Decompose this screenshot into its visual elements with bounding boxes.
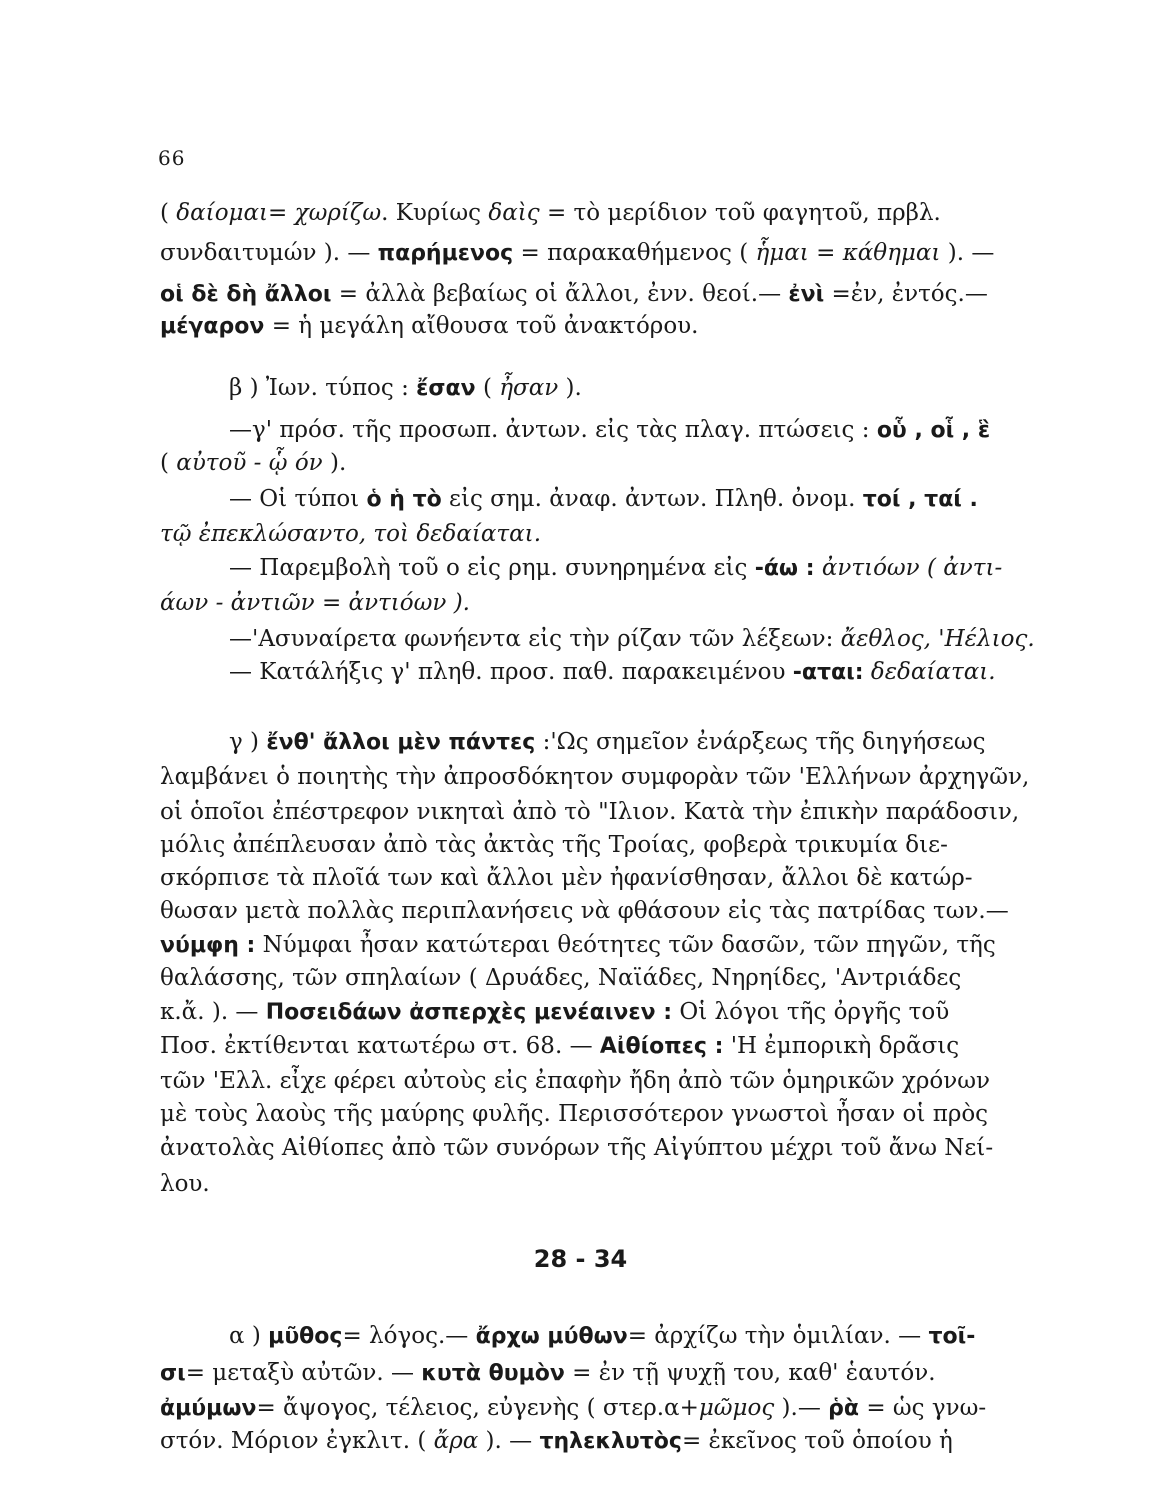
- text-line: [160, 1357, 1120, 1390]
- line-text: = τὸ μερίδιον τοῦ φαγητοῦ, πρβλ.: [539, 200, 941, 226]
- line-text: ἀνατολὰς Αἰθίοπες ἀπὸ τῶν συνόρων τῆς Αἰγύπτου μέχρι τοῦ ἄνω Νεί-: [160, 1135, 994, 1161]
- line-text: =ἐν, ἐντός.—: [824, 281, 988, 307]
- italic-text: ἄεθλος, 'Ηέλιος.: [840, 626, 1035, 652]
- italic-text: δαίομαι: [176, 200, 269, 226]
- bold-term: ἀμύμων: [160, 1396, 257, 1421]
- line-text: θωσαν μετὰ πολλὰς περιπλανήσεις νὰ φθάσουν εἰς τὰς πατρίδας των.—: [160, 898, 1009, 924]
- bold-term: μέγαρον: [160, 314, 265, 339]
- bold-term: οὗ , οἷ , ἓ: [876, 418, 991, 443]
- line-text: τῶν 'Ελλ. εἶχε φέρει αὐτοὺς εἰς ἐπαφὴν ἤδη ἀπὸ τῶν ὁμηρικῶν χρόνων: [160, 1068, 990, 1094]
- line-text: . Κυρίως: [381, 200, 489, 226]
- line-text: =: [268, 200, 295, 226]
- line-text: λαμβάνει ὁ ποιητὴς τὴν ἀπροσδόκητον συμφορὰν τῶν 'Ελλήνων ἀρχηγῶν,: [160, 764, 1030, 790]
- text-line: [160, 1425, 1120, 1458]
- line-text: ).—: [774, 1395, 829, 1421]
- line-text: = μεταξὺ αὐτῶν. —: [185, 1360, 422, 1386]
- text-line: [160, 761, 1120, 793]
- line-text: λου.: [160, 1171, 210, 1197]
- text-line: [160, 372, 1120, 405]
- text-line: [160, 1320, 1120, 1353]
- line-text: 'Η ἐμπορικὴ δρᾶσις: [723, 1033, 960, 1059]
- text-line: [160, 829, 1120, 861]
- italic-text: ἧμαι: [755, 240, 809, 266]
- text-line: [160, 726, 1120, 759]
- line-text: ). —: [940, 240, 995, 266]
- line-text: = ἀλλὰ βεβαίως οἱ ἄλλοι, ἐνν. θεοί.—: [331, 281, 789, 307]
- bold-term: ἄρχω μύθων: [475, 1324, 628, 1349]
- text-line: [160, 552, 1120, 585]
- text-line: [160, 1030, 1120, 1063]
- text-line: [160, 1065, 1120, 1097]
- text-line: [160, 483, 1120, 516]
- line-text: = λόγος.—: [342, 1323, 476, 1349]
- bold-term: τοῖ-: [928, 1324, 976, 1349]
- line-text: = ἄψογος, τέλειος, εὐγενὴς ( στερ.α+: [256, 1395, 699, 1421]
- text-line: [160, 656, 1120, 689]
- bold-term: κυτὰ θυμὸν: [421, 1361, 565, 1386]
- line-text: ). —: [478, 1428, 540, 1454]
- italic-text: χωρίζω: [294, 200, 382, 226]
- line-text: [815, 555, 822, 581]
- text-line: [160, 518, 1120, 550]
- italic-text: δεδαίαται.: [870, 659, 996, 685]
- bold-term: νύμφη :: [160, 933, 256, 958]
- line-text: = ὡς γνω-: [859, 1395, 987, 1421]
- bold-term: σι: [160, 1361, 186, 1386]
- section-heading: 28 - 34: [533, 1245, 628, 1273]
- line-text: Ποσ. ἐκτίθενται κατωτέρω στ. 68. —: [160, 1033, 600, 1059]
- text-line: [160, 996, 1120, 1029]
- italic-text: ἄρα: [433, 1428, 479, 1454]
- line-text: γ ): [160, 729, 267, 755]
- text-line: [160, 623, 1120, 655]
- line-text: —'Ασυναίρετα φωνήεντα εἰς τὴν ρίζαν τῶν λέξεων:: [160, 626, 841, 652]
- italic-text: άων - ἀντιῶν = ἀντιόων ).: [160, 590, 470, 616]
- bold-term: οἱ δὲ δὴ ἄλλοι: [160, 282, 332, 307]
- line-text: εἰς σημ. ἀναφ. ἀντων. Πληθ. ὀνομ.: [441, 486, 863, 512]
- bold-term: ἔνθ' ἄλλοι μὲν πάντες: [266, 730, 536, 755]
- text-line: [160, 587, 1120, 619]
- line-text: [864, 659, 871, 685]
- italic-text: δαὶς: [488, 200, 540, 226]
- text-line: [160, 962, 1120, 994]
- line-text: = ἐν τῇ ψυχῇ του, καθ' ἑαυτόν.: [564, 1360, 936, 1386]
- text-line: [160, 1168, 1120, 1200]
- italic-text: κάθημαι: [842, 240, 941, 266]
- text-line: [160, 796, 1120, 828]
- line-text: α ): [160, 1323, 269, 1349]
- text-line: [160, 1392, 1120, 1425]
- text-line: [160, 1098, 1120, 1130]
- line-text: β ) Ἰων. τύπος :: [160, 375, 417, 401]
- bold-term: -αται:: [792, 660, 864, 685]
- italic-text: αὐτοῦ - ᾧ όν: [176, 450, 323, 476]
- text-line: [160, 278, 1120, 311]
- line-text: =: [808, 240, 843, 266]
- line-text: ).: [558, 375, 582, 401]
- line-text: οἱ ὁποῖοι ἐπέστρεφον νικηταὶ ἀπὸ τὸ "Ιλιον. Κατὰ τὴν ἐπικὴν παράδοσιν,: [160, 799, 1020, 825]
- text-line: [160, 862, 1120, 894]
- bold-term: ὁ ἡ τὸ: [366, 487, 442, 512]
- line-text: μόλις ἀπέπλευσαν ἀπὸ τὰς ἀκτὰς τῆς Τροίας, φοβερὰ τρικυμία διε-: [160, 832, 948, 858]
- text-line: [160, 414, 1120, 447]
- bold-term: τοί , ταί .: [862, 487, 978, 512]
- line-text: —γ' πρόσ. τῆς προσωπ. ἀντων. εἰς τὰς πλαγ. πτώσεις :: [160, 417, 877, 443]
- line-text: Οἱ λόγοι τῆς ὀργῆς τοῦ: [672, 999, 950, 1025]
- bold-term: ἔσαν: [416, 376, 476, 401]
- line-text: — Παρεμβολὴ τοῦ ο εἰς ρημ. συνηρημένα εἰς: [160, 555, 755, 581]
- line-text: :'Ως σημεῖον ἐνάρξεως τῆς διηγήσεως: [535, 729, 986, 755]
- text-line: [160, 197, 1120, 229]
- line-text: = ἀρχίζω τὴν ὁμιλίαν. —: [627, 1323, 929, 1349]
- line-text: Νύμφαι ἦσαν κατώτεραι θεότητες τῶν δασῶν, τῶν πηγῶν, τῆς: [255, 932, 996, 958]
- bold-term: ἐνὶ: [788, 282, 825, 307]
- line-text: = παρακαθήμενος (: [513, 240, 756, 266]
- line-text: (: [160, 450, 177, 476]
- line-text: συνδαιτυμών ). —: [160, 240, 378, 266]
- line-text: (: [160, 200, 177, 226]
- italic-text: μῶμος: [698, 1395, 775, 1421]
- line-text: μὲ τοὺς λαοὺς τῆς μαύρης φυλῆς. Περισσότερον γνωστοὶ ἦσαν οἱ πρὸς: [160, 1101, 989, 1127]
- bold-term: -άω :: [754, 556, 815, 581]
- bold-term: τηλεκλυτὸς: [539, 1429, 682, 1454]
- line-text: — Κατάλήξις γ' πληθ. προσ. παθ. παρακειμένου: [160, 659, 793, 685]
- bold-term: Ποσειδάων ἀσπερχὲς μενέαινεν :: [265, 1000, 673, 1025]
- line-text: σκόρπισε τὰ πλοῖά των καὶ ἄλλοι μὲν ἠφανίσθησαν, ἄλλοι δὲ κατώρ-: [160, 865, 973, 891]
- line-text: ).: [322, 450, 347, 476]
- line-text: στόν. Μόριον ἐγκλιτ. (: [160, 1428, 434, 1454]
- bold-term: μῦθος: [268, 1324, 343, 1349]
- line-text: θαλάσσης, τῶν σπηλαίων ( Δρυάδες, Ναϊάδες, Νηρηίδες, 'Αντριάδες: [160, 965, 962, 991]
- bold-term: ῥὰ: [828, 1396, 860, 1421]
- line-text: (: [475, 375, 500, 401]
- text-line: [160, 895, 1120, 927]
- line-text: — Οἱ τύποι: [160, 486, 367, 512]
- text-line: [160, 447, 1120, 479]
- text-line: [160, 929, 1120, 962]
- italic-text: τῷ ἐπεκλώσαντο, τοὶ δεδαίαται.: [160, 521, 542, 547]
- page-number: 66: [158, 146, 186, 170]
- line-text: κ.ἄ. ). —: [160, 999, 266, 1025]
- italic-text: ἀντιόων ( ἀντι-: [821, 555, 1003, 581]
- text-line: [160, 237, 1120, 270]
- text-line: [160, 1132, 1120, 1164]
- line-text: = ἡ μεγάλη αἴθουσα τοῦ ἀνακτόρου.: [264, 313, 699, 339]
- bold-term: Αἰθίοπες :: [599, 1034, 724, 1059]
- bold-term: παρήμενος: [377, 241, 514, 266]
- text-line: [160, 310, 1120, 343]
- italic-text: ἦσαν: [499, 375, 559, 401]
- line-text: = ἐκεῖνος τοῦ ὁποίου ἡ: [681, 1428, 953, 1454]
